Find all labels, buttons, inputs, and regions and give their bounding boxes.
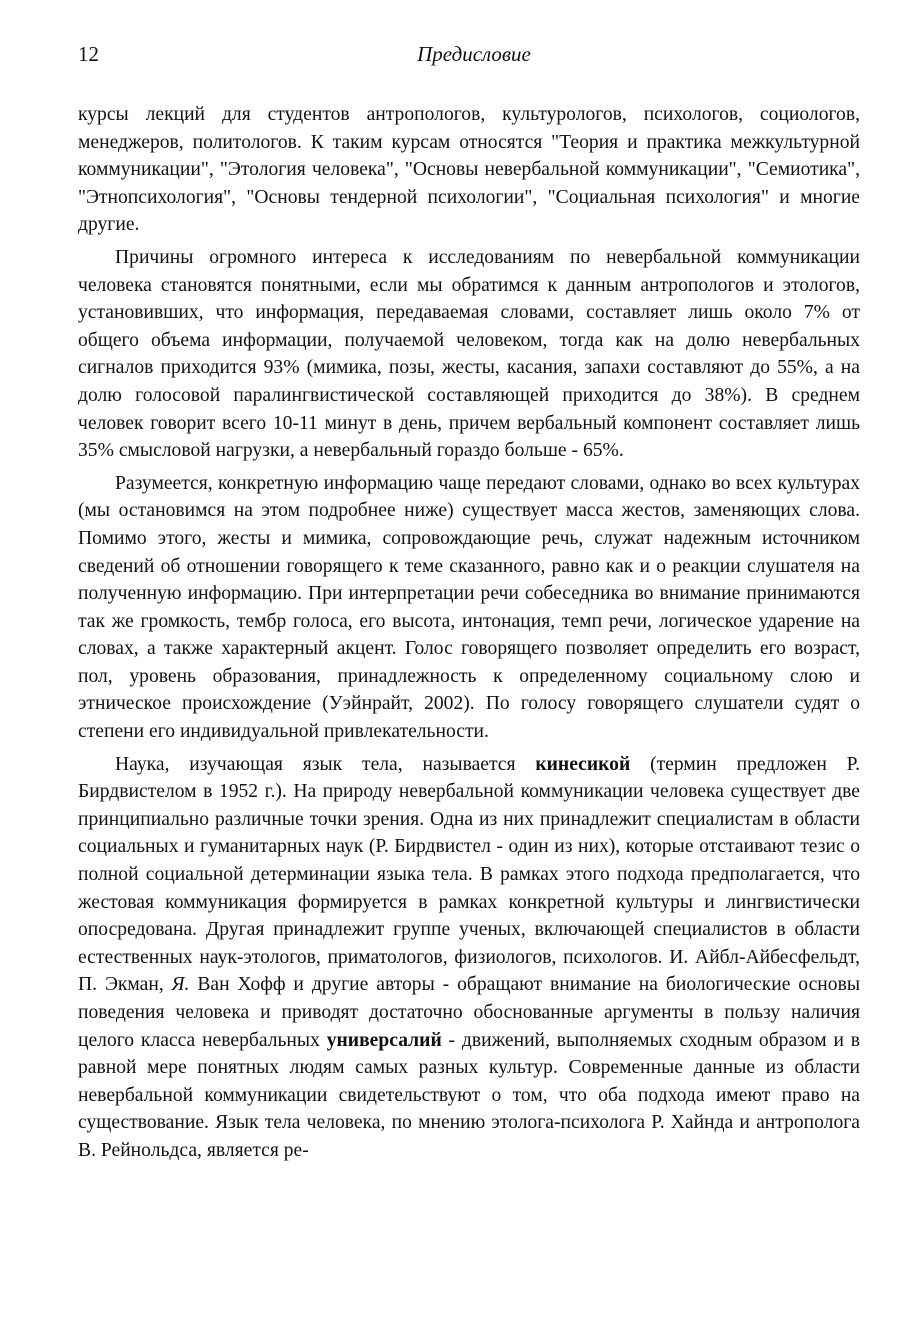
paragraph-4-part-1: Наука, изучающая язык тела, называется (115, 753, 536, 775)
paragraph-4-part-4: - движений, выполняемых сходным образом и в равной мере понятных людям самых разных культур. Современные данные из области невербальной коммуникации свидетельствуют о том, что оба подхода имеют право на существование. Язык тела человека, по мнению этолога-психолога Р. Хайнда и антрополога В. Рейнольдса, является ре- (78, 1029, 860, 1161)
paragraph-1: курсы лекций для студентов антропологов, культурологов, психологов, социологов, менеджеров, политологов. К таким курсам относятся "Теория и практика межкультурной коммуникации", "Этология человека", "Основы невербальной коммуникации", "Семиотика", "Этнопсихология", "Основы тендерной психологии", "Социальная психология" и многие другие. (78, 104, 860, 236)
term-universals: универсалий (326, 1029, 442, 1051)
paragraph-4-part-2: (термин предложен Р. Бирдвистелом в 1952 г.). На природу невербальной коммуникации человека существует две принципиально различные точки зрения. Одна из них принадлежит специалистам в области социальных и гуманитарных наук (Р. Бирдвистел - один из них), которые отстаивают тезис о полной социальной детерминации языка тела. В рамках этого подхода предполагается, что жестовая коммуникация формируется в рамках конкретной культуры и лингвистически опосредована. Другая принадлежит группе ученых, включающей специалистов в области естественных наук-этологов, приматологов, физиологов, психологов. И. Айбл-Айбесфельдт, П. Экман, (78, 753, 861, 996)
paragraph-4-italic-initial: Я. (171, 974, 190, 996)
paragraph-3: Разумеется, конкретную информацию чаще передают словами, однако во всех культурах (мы остановимся на этом подробнее ниже) существует масса жестов, заменяющих слова. Помимо этого, жесты и мимика, сопровождающие речь, служат надежным источником сведений об отношении говорящего к теме сказанного, равно как и о реакции слушателя на полученную информацию. При интерпретации речи собеседника во внимание принимаются так же громкость, тембр голоса, его высота, интонация, темп речи, логическое ударение на словах, а также характерный акцент. Голос говорящего позволяет определить его возраст, пол, уровень образования, принадлежность к определенному социальному слою и этническое происхождение (Уэйнрайт, 2002). По голосу говорящего слушатели судят о степени его индивидуальной привлекательности. (78, 472, 860, 743)
body-text (78, 101, 860, 1170)
paragraph-4 (78, 751, 860, 1165)
running-title: Предисловие (417, 42, 531, 66)
page-header (78, 42, 860, 72)
page-number: 12 (78, 42, 99, 66)
paragraph-2: Причины огромного интереса к исследованиям по невербальной коммуникации человека становятся понятными, если мы обратимся к данным антропологов и этологов, установивших, что информация, передаваемая словами, составляет лишь около 7% от общего объема информации, получаемой человеком, тогда как на долю невербальных сигналов приходится 93% (мимика, позы, жесты, касания, запахи составляют до 55%, а на долю голосовой паралингвистической составляющей приходится до 38%). В среднем человек говорит всего 10-11 минут в день, причем вербальный компонент составляет лишь 35% смысловой нагрузки, а невербальный гораздо больше - 65%. (78, 246, 860, 462)
paragraph-4-part-3: Ван Хофф и другие авторы - обращают внимание на биологические основы поведения человека и приводят достаточно обоснованные аргументы в пользу наличия целого класса невербальных (78, 974, 860, 1051)
term-kinesics: кинесикой (535, 753, 631, 775)
